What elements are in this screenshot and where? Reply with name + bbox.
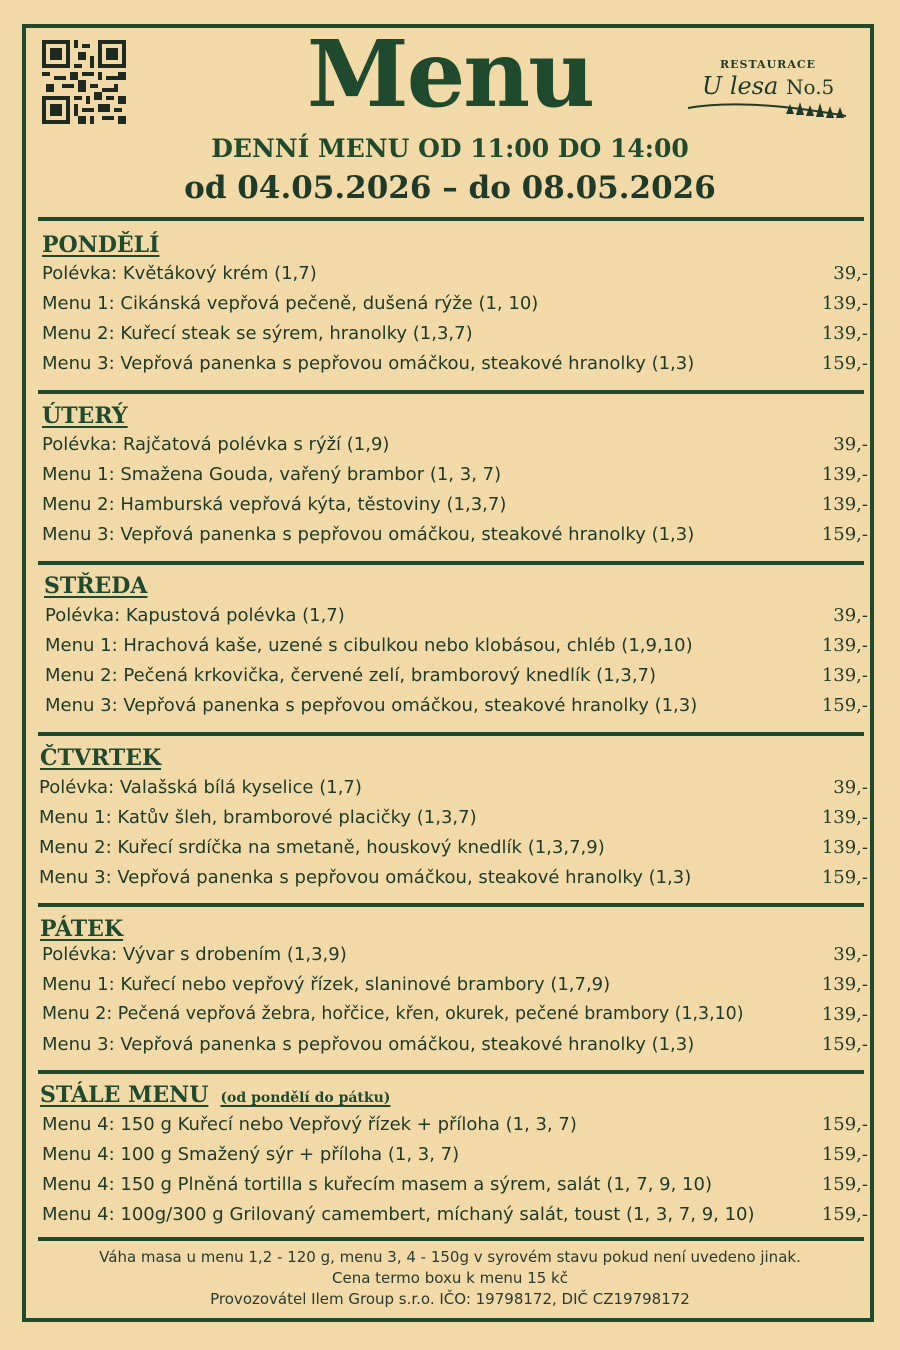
menu-item-text: Menu 4: 100 g Smažený sýr + příloha (1, 3, 7) — [42, 1144, 460, 1165]
menu-row — [42, 263, 868, 291]
menu-row — [39, 867, 868, 895]
menu-item-text: Polévka: Vývar s drobením (1,3,9) — [42, 944, 347, 965]
menu-item-text: Menu 4: 150 g Plněná tortilla s kuřecím masem a sýrem, salát (1, 7, 9, 10) — [42, 1174, 712, 1195]
divider — [38, 561, 864, 565]
menu-item-price: 159,- — [821, 1114, 868, 1135]
menu-row — [42, 1144, 868, 1172]
menu-item-text: Menu 2: Pečená vepřová žebra, hořčice, křen, okurek, pečené brambory (1,3,10) — [42, 1004, 744, 1024]
day-heading-wednesday: STŘEDA — [44, 573, 148, 599]
footer-box-price: Cena termo boxu k menu 15 kč — [332, 1269, 568, 1287]
menu-item-price: 139,- — [821, 807, 868, 828]
footer-operator: Provozovátel Ilem Group s.r.o. IČO: 19798172, DIČ CZ19798172 — [210, 1290, 690, 1308]
day-heading-friday: PÁTEK — [40, 916, 124, 942]
menu-item-text: Menu 2: Kuřecí steak se sýrem, hranolky (1,3,7) — [42, 323, 473, 344]
menu-item-text: Polévka: Květákový krém (1,7) — [42, 263, 317, 284]
menu-item-price: 139,- — [821, 323, 868, 344]
menu-row — [45, 665, 868, 693]
menu-row — [45, 695, 868, 723]
menu-row — [42, 1034, 868, 1062]
menu-item-price: 139,- — [821, 837, 868, 858]
menu-row — [42, 323, 868, 351]
menu-item-text: Polévka: Rajčatová polévka s rýží (1,9) — [42, 434, 390, 455]
daily-menu-hours: DENNÍ MENU OD 11:00 DO 14:00 — [211, 134, 689, 163]
menu-row — [42, 464, 868, 492]
menu-row — [42, 974, 868, 1002]
menu-item-text: Menu 1: Cikánská vepřová pečeně, dušená rýže (1, 10) — [42, 293, 539, 314]
menu-row — [39, 807, 868, 835]
menu-item-price: 159,- — [821, 867, 868, 888]
permanent-menu-note: (od pondělí do pátku) — [220, 1090, 391, 1106]
menu-row — [39, 777, 868, 805]
menu-item-price: 159,- — [821, 1174, 868, 1195]
day-heading-thursday: ČTVRTEK — [40, 745, 162, 771]
menu-item-text: Menu 3: Vepřová panenka s pepřovou omáčkou, steakové hranolky (1,3) — [42, 1034, 695, 1055]
menu-item-text: Menu 3: Vepřová panenka s pepřovou omáčkou, steakové hranolky (1,3) — [42, 524, 695, 545]
menu-item-price: 159,- — [821, 695, 868, 716]
menu-item-text: Polévka: Kapustová polévka (1,7) — [45, 605, 345, 626]
day-heading-tuesday: ÚTERÝ — [42, 403, 128, 429]
logo-number: No.5 — [786, 75, 835, 99]
menu-item-price: 139,- — [821, 974, 868, 995]
menu-item-text: Menu 1: Hrachová kaše, uzené s cibulkou nebo klobásou, chléb (1,9,10) — [45, 635, 693, 656]
forest-swoosh-icon — [686, 96, 856, 122]
menu-item-price: 39,- — [833, 605, 868, 626]
menu-item-price: 39,- — [833, 777, 868, 798]
menu-item-text: Menu 3: Vepřová panenka s pepřovou omáčkou, steakové hranolky (1,3) — [39, 867, 692, 888]
menu-item-price: 139,- — [821, 464, 868, 485]
menu-item-price: 139,- — [821, 494, 868, 515]
menu-item-text: Menu 4: 150 g Kuřecí nebo Vepřový řízek + příloha (1, 3, 7) — [42, 1114, 577, 1135]
menu-item-text: Menu 1: Smažena Gouda, vařený brambor (1, 3, 7) — [42, 464, 502, 485]
menu-item-price: 139,- — [821, 665, 868, 686]
menu-row — [45, 635, 868, 663]
page-title: Menu — [306, 20, 594, 128]
day-heading-monday: PONDĚLÍ — [42, 232, 160, 258]
date-range: od 04.05.2026 – do 08.05.2026 — [184, 170, 716, 206]
menu-item-price: 159,- — [821, 1144, 868, 1165]
menu-row — [42, 524, 868, 552]
logo-small-text: RESTAURACE — [720, 58, 816, 71]
menu-item-text: Menu 1: Kuřecí nebo vepřový řízek, slaninové brambory (1,7,9) — [42, 974, 611, 995]
menu-item-price: 159,- — [821, 353, 868, 374]
footer-notes — [0, 1247, 900, 1310]
menu-row — [42, 434, 868, 462]
divider — [38, 732, 864, 736]
menu-item-price: 39,- — [833, 944, 868, 965]
menu-item-text: Menu 3: Vepřová panenka s pepřovou omáčkou, steakové hranolky (1,3) — [42, 353, 695, 374]
menu-item-text: Menu 3: Vepřová panenka s pepřovou omáčkou, steakové hranolky (1,3) — [45, 695, 698, 716]
logo-name: U lesa No.5 — [702, 72, 835, 100]
menu-row — [42, 944, 868, 972]
divider — [38, 1237, 864, 1241]
divider — [38, 390, 864, 394]
menu-item-price: 139,- — [821, 293, 868, 314]
menu-row — [42, 494, 868, 522]
menu-item-text: Menu 1: Katův šleh, bramborové placičky (1,3,7) — [39, 807, 477, 828]
divider — [38, 903, 864, 907]
menu-item-price: 139,- — [821, 635, 868, 656]
menu-row — [45, 605, 868, 633]
menu-item-text: Menu 2: Kuřecí srdíčka na smetaně, houskový knedlík (1,3,7,9) — [39, 837, 605, 858]
menu-row — [42, 1114, 868, 1142]
menu-row — [42, 1174, 868, 1202]
divider — [38, 1070, 864, 1074]
restaurant-logo — [686, 56, 856, 126]
menu-item-price: 159,- — [821, 524, 868, 545]
menu-row — [42, 1004, 868, 1032]
menu-item-text: Polévka: Valašská bílá kyselice (1,7) — [39, 777, 362, 798]
menu-item-text: Menu 2: Pečená krkovička, červené zelí, bramborový knedlík (1,3,7) — [45, 665, 657, 686]
menu-item-price: 139,- — [821, 1004, 868, 1025]
footer-weight-note: Váha masa u menu 1,2 - 120 g, menu 3, 4 - 150g v syrovém stavu pokud není uvedeno jinak. — [99, 1248, 801, 1266]
menu-item-price: 159,- — [821, 1204, 868, 1225]
menu-item-price: 159,- — [821, 1034, 868, 1055]
menu-row — [42, 293, 868, 321]
menu-item-text: Menu 2: Hamburská vepřová kýta, těstoviny (1,3,7) — [42, 494, 507, 515]
menu-item-price: 39,- — [833, 434, 868, 455]
menu-item-text: Menu 4: 100g/300 g Grilovaný camembert, míchaný salát, toust (1, 3, 7, 9, 10) — [42, 1204, 755, 1225]
menu-row — [42, 353, 868, 381]
permanent-menu-heading: STÁLE MENU (od pondělí do pátku) — [40, 1082, 391, 1108]
divider — [38, 217, 864, 221]
menu-item-price: 39,- — [833, 263, 868, 284]
menu-row — [39, 837, 868, 865]
menu-row — [42, 1204, 868, 1232]
